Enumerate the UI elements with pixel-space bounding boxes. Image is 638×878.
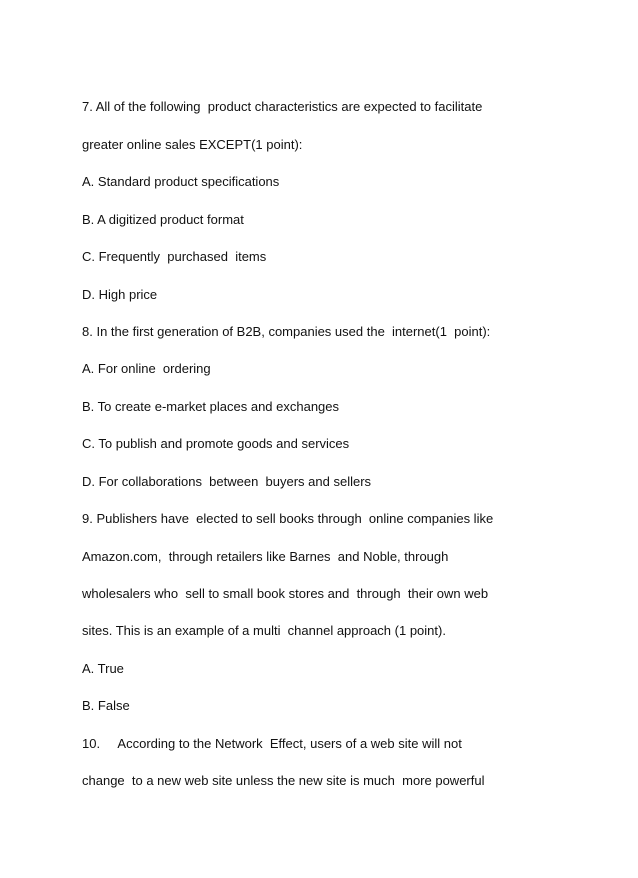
question-9-text-line-1: 9. Publishers have elected to sell books through online companies like (82, 511, 494, 526)
question-8-option-d: D. For collaborations between buyers and sellers (82, 474, 372, 489)
question-8-option-b: B. To create e-market places and exchanges (82, 399, 340, 414)
question-10-text-line-1: 10. According to the Network Effect, users of a web site will not (82, 736, 462, 751)
question-7-text-line-2: greater online sales EXCEPT(1 point): (82, 137, 303, 152)
question-9-text-line-4: sites. This is an example of a multi channel approach (1 point). (82, 623, 446, 638)
question-8-text: 8. In the first generation of B2B, companies used the internet(1 point): (82, 324, 491, 339)
question-9-text-line-3: wholesalers who sell to small book stores and through their own web (82, 586, 489, 601)
question-9-option-a: A. True (82, 661, 124, 676)
question-7-option-c: C. Frequently purchased items (82, 249, 267, 264)
question-7-option-a: A. Standard product specifications (82, 174, 280, 189)
question-9-text-line-2: Amazon.com, through retailers like Barnes and Noble, through (82, 549, 449, 564)
question-8-option-a: A. For online ordering (82, 361, 211, 376)
question-10-text-line-2: change to a new web site unless the new site is much more powerful (82, 773, 485, 788)
question-7-option-d: D. High price (82, 287, 158, 302)
question-7-text-line-1: 7. All of the following product characteristics are expected to facilitate (82, 99, 483, 114)
question-8-option-c: C. To publish and promote goods and services (82, 436, 350, 451)
question-9-option-b: B. False (82, 698, 130, 713)
question-7-option-b: B. A digitized product format (82, 212, 244, 227)
